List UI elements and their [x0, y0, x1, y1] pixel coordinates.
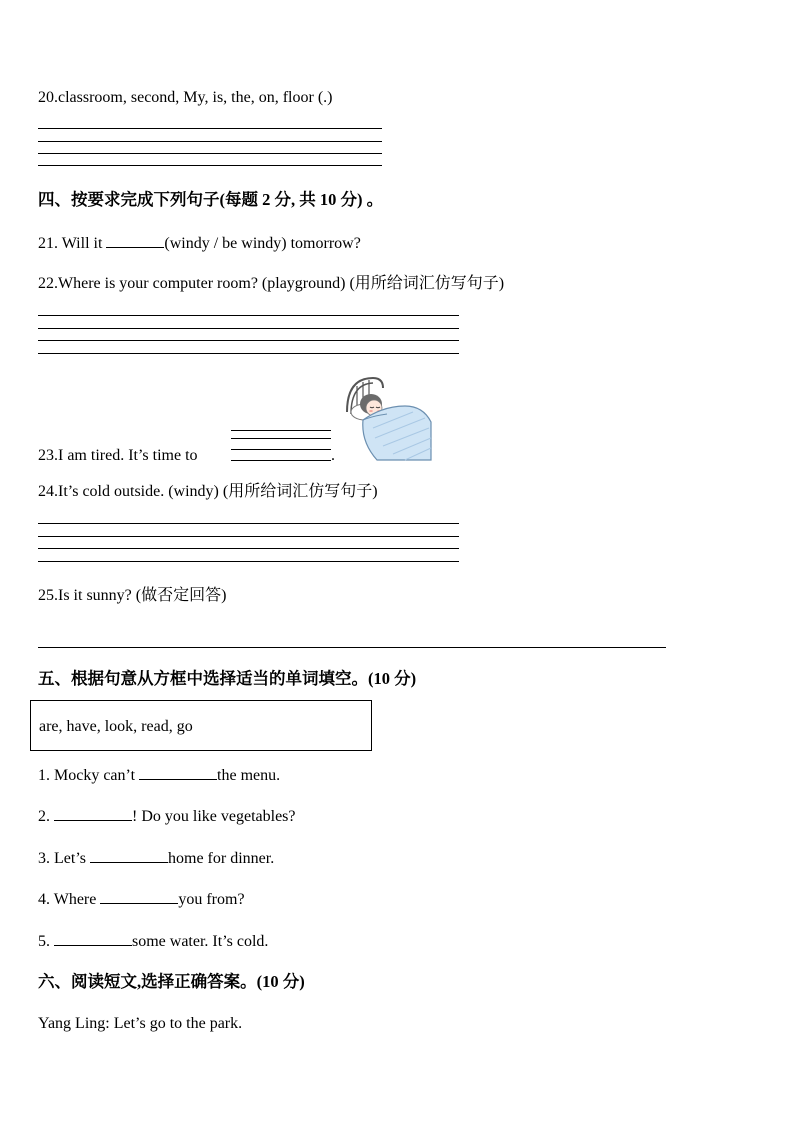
sleeping-girl-in-bed-icon	[343, 372, 433, 462]
answer-line	[38, 165, 382, 166]
answer-line	[38, 141, 382, 142]
question-number: 21.	[38, 235, 58, 252]
answer-line	[38, 328, 459, 329]
question-words: classroom, second, My, is, the, on, floor (.)	[58, 89, 333, 106]
answer-line	[38, 315, 459, 316]
section-6-heading: 六、阅读短文,选择正确答案。(10 分)	[38, 972, 305, 991]
answer-blank[interactable]	[100, 889, 178, 904]
answer-blank[interactable]	[106, 233, 164, 248]
answer-blank[interactable]	[139, 765, 217, 780]
answer-line	[38, 340, 459, 341]
answer-line	[231, 438, 331, 439]
answer-blank[interactable]	[90, 848, 168, 863]
dialogue-line: Yang Ling: Let’s go to the park.	[38, 1015, 243, 1032]
section-5-heading: 五、根据句意从方框中选择适当的单词填空。(10 分)	[38, 669, 417, 688]
question-25: 25.Is it sunny? (做否定回答)	[38, 587, 227, 604]
answer-line	[38, 153, 382, 154]
question-21: 21. Will it (windy / be windy) tomorrow?	[38, 235, 361, 252]
answer-line	[38, 128, 382, 129]
answer-line[interactable]	[231, 460, 331, 461]
answer-line	[38, 523, 459, 524]
section-4-heading: 四、按要求完成下列句子(每题 2 分, 共 10 分) 。	[38, 190, 384, 209]
fill-item-1: 1. Mocky can’t the menu.	[38, 767, 281, 784]
fill-item-2: 2. ! Do you like vegetables?	[38, 808, 296, 825]
answer-line	[231, 430, 331, 431]
answer-line	[38, 561, 459, 562]
question-number: 22.	[38, 275, 58, 292]
question-number: 23.	[38, 447, 58, 464]
answer-line	[231, 449, 331, 450]
answer-line	[38, 536, 459, 537]
answer-line-q25[interactable]	[38, 647, 666, 648]
question-number: 20.	[38, 89, 58, 106]
answer-line	[38, 548, 459, 549]
answer-blank[interactable]	[54, 806, 132, 821]
word-box	[30, 700, 372, 751]
word-box-words: are, have, look, read, go	[39, 718, 193, 735]
answer-blank[interactable]	[54, 931, 132, 946]
question-23: 23.I am tired. It’s time to	[38, 447, 198, 464]
question-24: 24.It’s cold outside. (windy) (用所给词汇仿写句子)	[38, 483, 378, 500]
question-number: 25.	[38, 587, 58, 604]
question-number: 24.	[38, 483, 58, 500]
fill-item-3: 3. Let’s home for dinner.	[38, 850, 275, 867]
question-22: 22.Where is your computer room? (playground) (用所给词汇仿写句子)	[38, 275, 505, 292]
fill-item-4: 4. Where you from?	[38, 891, 245, 908]
fill-item-5: 5. some water. It’s cold.	[38, 933, 269, 950]
question-23-period: .	[331, 447, 335, 464]
answer-line	[38, 353, 459, 354]
question-20	[38, 88, 332, 108]
